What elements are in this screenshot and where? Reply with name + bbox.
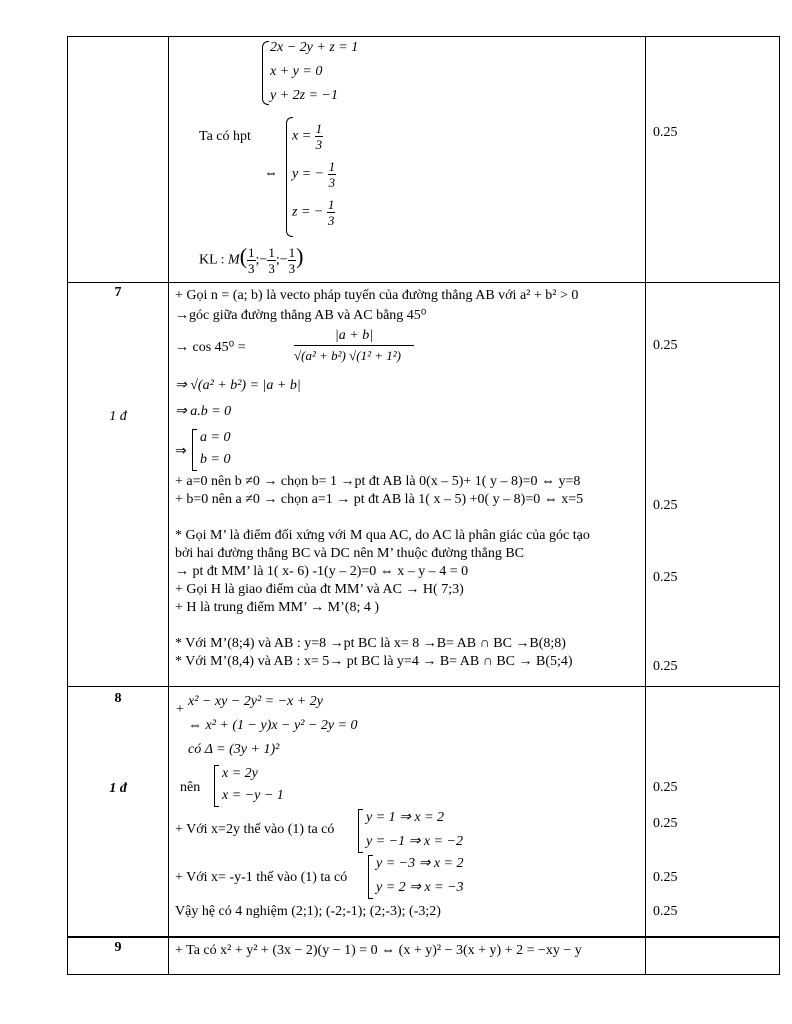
implies-symbol: ⇒ [175, 444, 187, 459]
text-line: + b=0 nên a ≠0 → chọn a=1 → pt đt AB là 1( x – 5) +0( y – 8)=0 ⇔ x=5 [175, 492, 584, 507]
fraction-numerator: |a + b| [294, 327, 414, 346]
text-line: + Gọi H là giao điểm của đt MM’ và AC → H( 7;3) [175, 582, 464, 597]
text-line: * Với M’(8;4) và AB : y=8 →pt BC là x= 8 →B= AB ∩ BC →B(8;8) [175, 636, 566, 651]
equation-line: ⇔ x² + (1 − y)x − y² − 2y = 0 [188, 718, 358, 733]
text-line: * Với M’(8,4) và AB : x= 5→ pt BC là y=4 → B= AB ∩ BC → B(5;4) [175, 654, 573, 669]
score: 0.25 [653, 780, 678, 795]
score: 0.25 [653, 338, 678, 353]
equation-line: x² − xy − 2y² = −x + 2y [188, 694, 323, 709]
fraction-denominator: √(a² + b²) √(1² + 1²) [294, 348, 401, 363]
score: 0.25 [653, 816, 678, 831]
case-line: a = 0 [200, 430, 231, 445]
case-line: x = −y − 1 [222, 788, 284, 803]
equation-line: x + y = 0 [270, 64, 323, 79]
text-line: bởi hai đường thẳng BC và DC nên M’ thuộc đường thẳng BC [175, 546, 524, 561]
text-line: + Với x= -y-1 thế vào (1) ta có [175, 870, 348, 885]
question-points: 1 đ [109, 781, 127, 796]
case-line: y = −3 ⇒ x = 2 [376, 856, 464, 871]
text-line: + Với x=2y thế vào (1) ta có [175, 822, 335, 837]
case-bracket [192, 429, 197, 471]
solution-y: y = − $\frac{1}{3}$ [292, 159, 336, 190]
text-line: → cos 45⁰ = [175, 340, 246, 355]
text-line: + H là trung điểm MM’ → M’(8; 4 ) [175, 600, 379, 615]
case-bracket [358, 809, 363, 853]
case-line: b = 0 [200, 452, 231, 467]
text-line: → pt đt MM’ là 1( x- 6) -1(y – 2)=0 ⇔ x – y – 4 = 0 [175, 564, 469, 579]
score: 0.25 [653, 570, 678, 585]
system-brace [262, 41, 269, 105]
score: 0.25 [653, 659, 678, 674]
text-line: ⇒ a.b = 0 [175, 404, 232, 419]
case-line: y = −1 ⇒ x = −2 [366, 834, 463, 849]
question-points: 1 đ [109, 409, 127, 424]
conclusion-line: KL : M( $\frac{1}{3}$ ;− $\frac{1}{3}$ ;− $\frac{1}{3}$ ) [199, 243, 304, 276]
score: 0.25 [653, 498, 678, 513]
row-question-9 [67, 936, 780, 975]
plus-symbol: + [176, 702, 184, 717]
row-continuation [67, 36, 780, 283]
column-divider [645, 938, 646, 974]
text-line: →góc giữa đường thẳng AB và AC bằng 45⁰ [175, 308, 427, 323]
case-line: x = 2y [222, 766, 258, 781]
row-question-7 [67, 282, 780, 687]
text-line: Vậy hệ có 4 nghiệm (2;1); (-2;-1); (2;-3); (-3;2) [175, 904, 441, 919]
number-cell [68, 687, 169, 937]
score: 0.25 [653, 125, 678, 140]
text-line: nên [180, 780, 201, 795]
text-line: + Ta có x² + y² + (3x − 2)(y − 1) = 0 ⇔ (x + y)² − 3(x + y) + 2 = −xy − y [175, 943, 582, 958]
question-number: 7 [114, 285, 122, 300]
text-line: * Gọi M’ là điểm đối xứng với M qua AC, do AC là phân giác của góc tạo [175, 528, 590, 543]
solution-x: x = $\frac{1}{3}$ [292, 121, 323, 152]
text-line: ⇒ √(a² + b²) = |a + b| [175, 378, 301, 393]
equation-line: có Δ = (3y + 1)² [188, 742, 280, 757]
case-bracket [368, 855, 373, 899]
solution-z: z = − $\frac{1}{3}$ [292, 197, 335, 228]
number-cell [68, 283, 169, 687]
column-divider [645, 687, 646, 937]
row-question-8 [67, 686, 780, 937]
ta-co-hpt-label: Ta có hpt [199, 129, 251, 144]
case-bracket [214, 765, 219, 807]
column-divider [645, 283, 646, 687]
text-line: + a=0 nên b ≠0 → chọn b= 1 →pt đt AB là 0(x – 5)+ 1( y – 8)=0 ⇔ y=8 [175, 474, 581, 489]
equiv-symbol: ⇔ [264, 166, 278, 181]
question-number: 9 [114, 940, 122, 955]
equation-line: 2x − 2y + z = 1 [270, 40, 359, 55]
number-cell [68, 37, 169, 283]
column-divider [645, 37, 646, 283]
question-number: 8 [114, 691, 122, 706]
score: 0.25 [653, 904, 678, 919]
case-line: y = 2 ⇒ x = −3 [376, 880, 464, 895]
equation-line: y + 2z = −1 [270, 88, 339, 103]
text-line: + Gọi n = (a; b) là vecto pháp tuyến của đường thẳng AB với a² + b² > 0 [175, 288, 579, 303]
score: 0.25 [653, 870, 678, 885]
case-line: y = 1 ⇒ x = 2 [366, 810, 445, 825]
